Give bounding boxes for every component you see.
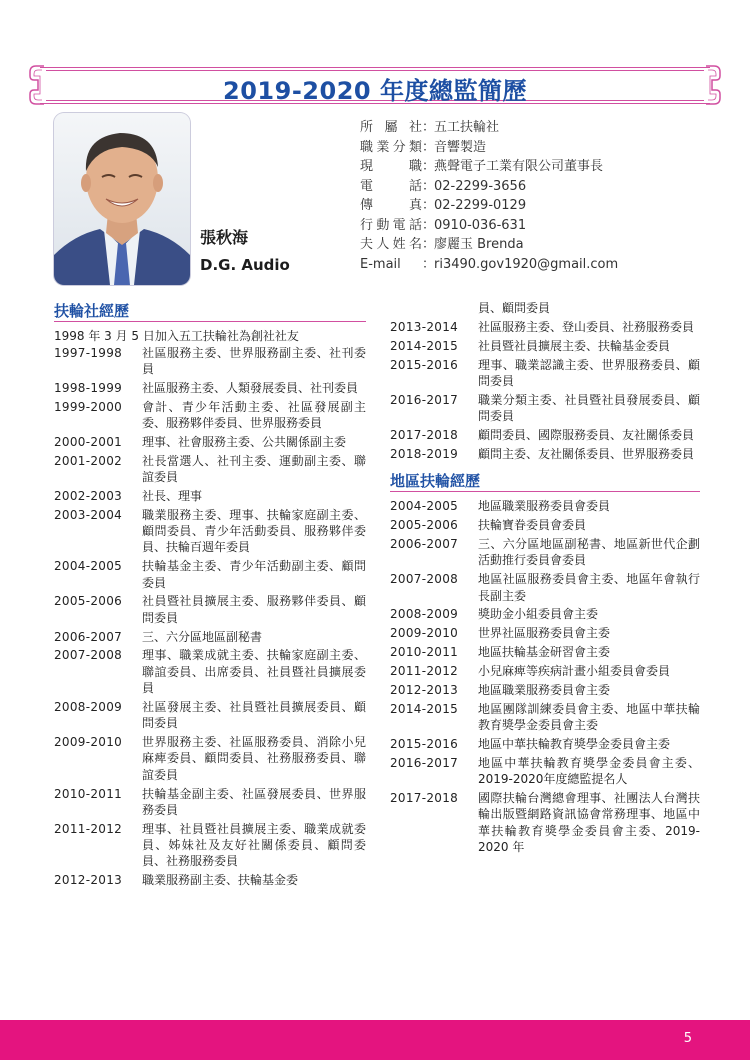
entry-description: 理事、社會服務主委、公共關係副主委 (142, 434, 347, 449)
entry-year: 2017-2018 (390, 428, 459, 443)
entry-description: 理事、職業成就主委、扶輪家庭副主委、聯誼委員、出席委員、社員暨社員擴展委員 (142, 648, 366, 696)
entry-description: 社區服務主委、世界服務副主委、社刊委員 (142, 345, 366, 376)
entry-description: 世界社區服務委員會主委 (478, 626, 611, 641)
entry-year: 2000-2001 (54, 434, 123, 449)
info-row-club: 所屬社：五工扶輪社 (360, 120, 500, 135)
entry-year: 1997-1998 (54, 345, 123, 360)
history-entry (54, 380, 366, 396)
history-entry (390, 319, 700, 335)
entry-description: 地區中華扶輪教育獎學金委員會主委 (478, 737, 671, 752)
district-history-heading: 地區扶輪經歷 (390, 470, 700, 492)
history-entry (390, 625, 700, 641)
history-entry (54, 345, 366, 378)
entry-year: 2001-2002 (54, 453, 123, 468)
entry-year: 2005-2006 (54, 594, 123, 609)
history-entry (54, 699, 366, 732)
info-row-position: 現職：燕聲電子工業有限公司董事長 (360, 159, 604, 174)
history-entry (54, 558, 366, 591)
history-entry (54, 434, 366, 450)
history-entry (54, 488, 366, 504)
entry-year: 2007-2008 (390, 572, 459, 587)
entry-description: 職業服務主委、理事、扶輪家庭副主委、顧問委員、青少年活動委員、服務夥伴委員、扶輪百週年委員 (142, 507, 366, 555)
history-entry (390, 644, 700, 660)
entry-year: 2009-2010 (54, 735, 123, 750)
page-number: 5 (683, 1031, 692, 1046)
entry-description: 職業分類主委、社員暨社員發展委員、顧問委員 (478, 392, 700, 424)
history-entry (54, 507, 366, 556)
page-title: 2019-2020 年度總監簡歷 (223, 77, 527, 105)
entry-description: 地區扶輪基金研習會主委 (478, 645, 611, 660)
entry-year: 2006-2007 (390, 537, 459, 552)
entry-description: 國際扶輪台灣總會理事、社團法人台灣扶輪出版暨網路資訊協會常務理事、地區中華扶輪教育獎學金委員會主委、2019-2020 年 (478, 791, 700, 854)
entry-description: 職業服務副主委、扶輪基金委 (142, 873, 299, 888)
info-row-fax: 傳真：02-2299-0129 (360, 198, 527, 213)
entry-year: 2016-2017 (390, 392, 459, 407)
entry-year: 1999-2000 (54, 399, 123, 414)
title-banner (28, 62, 722, 108)
history-entry (54, 629, 366, 645)
entry-description: 扶輪寶眷委員會委員 (478, 518, 587, 533)
history-entry (390, 663, 700, 679)
history-entry (390, 338, 700, 354)
entry-year: 2005-2006 (390, 518, 459, 533)
history-entry (390, 755, 700, 788)
history-entry (390, 682, 700, 698)
info-row-spouse: 夫人姓名：廖麗玉 Brenda (360, 237, 524, 252)
entry-description: 社區服務主委、人類發展委員、社刊委員 (142, 380, 359, 395)
club-history-list (54, 345, 366, 889)
entry-description: 地區職業服務委員會委員 (478, 499, 611, 514)
history-entry (390, 498, 700, 514)
history-entry (54, 453, 366, 486)
entry-description: 社員暨社員擴展主委、扶輪基金委員 (478, 338, 671, 353)
history-entry (390, 606, 700, 622)
entry-year: 2008-2009 (390, 607, 459, 622)
history-entry (54, 821, 366, 870)
entry-description: 社區服務主委、登山委員、社務服務委員 (478, 319, 695, 334)
entry-description: 理事、社員暨社員擴展主委、職業成就委員、姊妹社及友好社關係委員、顧問委員、社務服務委員 (142, 821, 366, 869)
entry-year: 2008-2009 (54, 699, 123, 714)
name-chinese: 張秋海 (200, 228, 249, 247)
entry-year: 2012-2013 (54, 873, 123, 888)
history-entry (54, 593, 366, 626)
history-entry (390, 571, 700, 604)
entry-description: 顧問委員、國際服務委員、友社關係委員 (478, 428, 695, 443)
club-history-heading: 扶輪社經歷 (54, 300, 366, 322)
entry-year: 2009-2010 (390, 626, 459, 641)
profile-info (360, 118, 730, 274)
title-rule-top (40, 67, 710, 68)
history-entry (390, 536, 700, 569)
entry-year: 2017-2018 (390, 791, 459, 806)
entry-year: 2016-2017 (390, 755, 459, 770)
entry-year: 2010-2011 (390, 645, 459, 660)
history-entry (390, 446, 700, 462)
entry-year: 2007-2008 (54, 648, 123, 663)
info-row-email: E-mail ：ri3490.gov1920@gmail.com (360, 256, 619, 272)
entry-description: 地區中華扶輪教育獎學金委員會主委、2019-2020年度總監提名人 (478, 755, 700, 787)
entry-year: 2004-2005 (54, 559, 123, 574)
portrait-photo (54, 113, 190, 285)
club-history-column (54, 300, 366, 891)
footer-bar (0, 1020, 750, 1060)
entry-year: 2010-2011 (54, 786, 123, 801)
entry-description: 扶輪基金主委、青少年活動副主委、顧問委員 (142, 559, 366, 590)
club-history-list-continued (390, 319, 700, 462)
history-entry (390, 392, 700, 425)
entry-year: 2011-2012 (390, 664, 459, 679)
entry-description: 社長當選人、社刊主委、運動副主委、聯誼委員 (142, 453, 366, 484)
entry-year: 2006-2007 (54, 629, 123, 644)
entry-year: 2011-2012 (54, 821, 123, 836)
entry-description: 獎助金小組委員會主委 (478, 607, 599, 622)
entry-description: 理事、職業認識主委、世界服務委員、顧問委員 (478, 357, 700, 388)
entry-year: 2002-2003 (54, 488, 123, 503)
entry-year: 2013-2014 (390, 319, 459, 334)
history-entry (390, 357, 700, 390)
entry-description: 三、六分區地區副秘書 (142, 629, 263, 644)
portrait-illustration (54, 113, 190, 285)
entry-year: 2004-2005 (390, 499, 459, 514)
history-entry (54, 399, 366, 432)
entry-description: 會計、青少年活動主委、社區發展副主委、服務夥伴委員、世界服務委員 (142, 399, 366, 430)
profile-name (200, 225, 290, 274)
club-history-continuation: 員、顧問委員 (478, 301, 551, 315)
history-entry (390, 517, 700, 533)
entry-description: 社區發展主委、社員暨社員擴展委員、顧問委員 (142, 699, 366, 731)
history-entry (390, 427, 700, 443)
entry-description: 社長、理事 (142, 488, 203, 503)
entry-year: 2003-2004 (54, 507, 123, 522)
history-entry (390, 736, 700, 752)
entry-year: 2015-2016 (390, 357, 459, 372)
history-entry (54, 786, 366, 819)
entry-description: 扶輪基金副主委、社區發展委員、世界服務委員 (142, 786, 366, 817)
entry-description: 地區職業服務委員會主委 (478, 682, 611, 697)
history-entry (390, 701, 700, 734)
info-row-mobile: 行動電話：0910-036-631 (360, 217, 527, 233)
entry-description: 世界服務主委、社區服務委員、消除小兒麻痺委員、顧問委員、社務服務委員、聯誼委員 (142, 735, 366, 782)
history-entry (390, 790, 700, 855)
district-history-list (390, 498, 700, 855)
entry-year: 2012-2013 (390, 682, 459, 697)
history-entry (54, 872, 366, 888)
entry-description: 地區社區服務委員會主委、地區年會執行長副主委 (478, 572, 700, 603)
entry-description: 地區團隊訓練委員會主委、地區中華扶輪教育獎學金委員會主委 (478, 701, 700, 733)
club-history-intro: 1998 年 3 月 5 日加入五工扶輪社為創社社友 (54, 329, 299, 343)
entry-year: 1998-1999 (54, 380, 123, 395)
club-history-continued-column (390, 300, 700, 858)
history-entry (54, 734, 366, 783)
entry-year: 2015-2016 (390, 737, 459, 752)
entry-year: 2014-2015 (390, 338, 459, 353)
entry-description: 顧問主委、友社關係委員、世界服務委員 (478, 446, 695, 461)
info-row-classification: 職業分類：音響製造 (360, 139, 487, 155)
entry-description: 小兒麻痺等疾病計畫小組委員會委員 (478, 664, 671, 679)
name-english: D.G. Audio (200, 256, 290, 274)
entry-description: 三、六分區地區副秘書、地區新世代企劃活動推行委員會委員 (478, 537, 700, 568)
info-row-phone: 電話：02-2299-3656 (360, 178, 527, 194)
entry-year: 2014-2015 (390, 701, 459, 716)
entry-year: 2018-2019 (390, 446, 459, 461)
entry-description: 社員暨社員擴展主委、服務夥伴委員、顧問委員 (142, 594, 366, 625)
history-entry (54, 647, 366, 696)
